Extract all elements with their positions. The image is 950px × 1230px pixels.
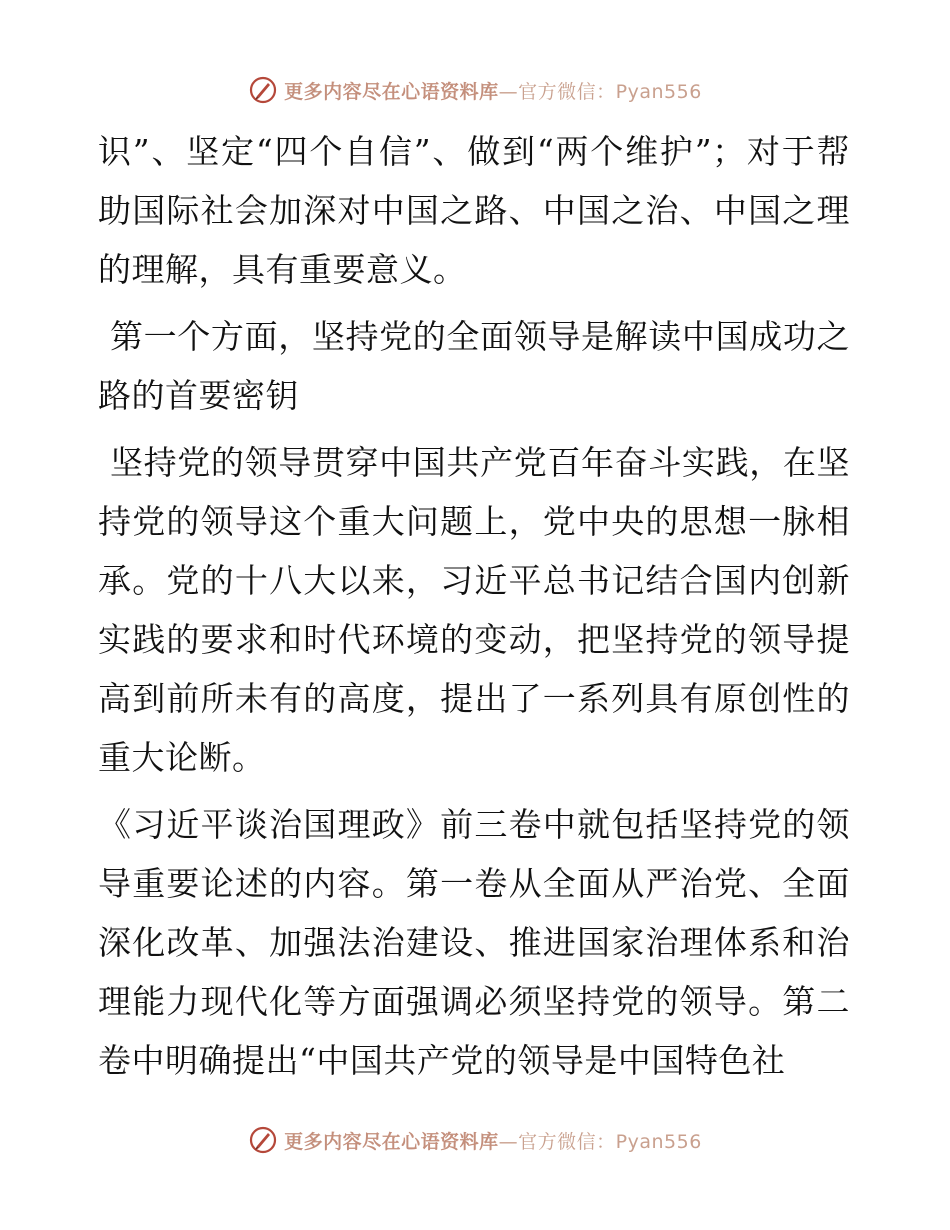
header-watermark	[0, 70, 950, 110]
paragraph-2: 坚持党的领导贯穿中国共产党百年奋斗实践，在坚持党的领导这个重大问题上，党中央的思想一脉相承。党的十八大以来，习近平总书记结合国内创新实践的要求和时代环境的变动，把坚持党的领导提高到前所未有的高度，提出了一系列具有原创性的重大论断。	[98, 443, 850, 777]
document-body	[98, 122, 850, 1090]
footer-wechat-text: 官方微信：Pyan556	[518, 1130, 702, 1153]
paragraph-1: 识”、坚定“四个自信”、做到“两个维护”；对于帮助国际社会加深对中国之路、中国之治、中国之理的理解，具有重要意义。	[98, 132, 850, 289]
header-site-text: 更多内容尽在心语资料库	[284, 80, 499, 103]
footer-watermark	[0, 1120, 950, 1160]
header-dash: —	[498, 80, 519, 103]
footer-dash: —	[498, 1130, 519, 1153]
section-heading-1: 第一个方面，坚持党的全面领导是解读中国成功之路的首要密钥	[98, 317, 850, 415]
footer-watermark-text	[284, 1127, 702, 1154]
header-watermark-text	[284, 77, 702, 104]
paragraph-3: 《习近平谈治国理政》前三卷中就包括坚持党的领导重要论述的内容。第一卷从全面从严治党、全面深化改革、加强法治建设、推进国家治理体系和治理能力现代化等方面强调必须坚持党的领导。第二卷中明确提出“中国共产党的领导是中国特色社	[98, 805, 850, 1080]
header-wechat-text: 官方微信：Pyan556	[518, 80, 702, 103]
quill-logo-icon	[248, 1125, 278, 1155]
quill-logo-icon	[248, 75, 278, 105]
footer-site-text: 更多内容尽在心语资料库	[284, 1130, 499, 1153]
